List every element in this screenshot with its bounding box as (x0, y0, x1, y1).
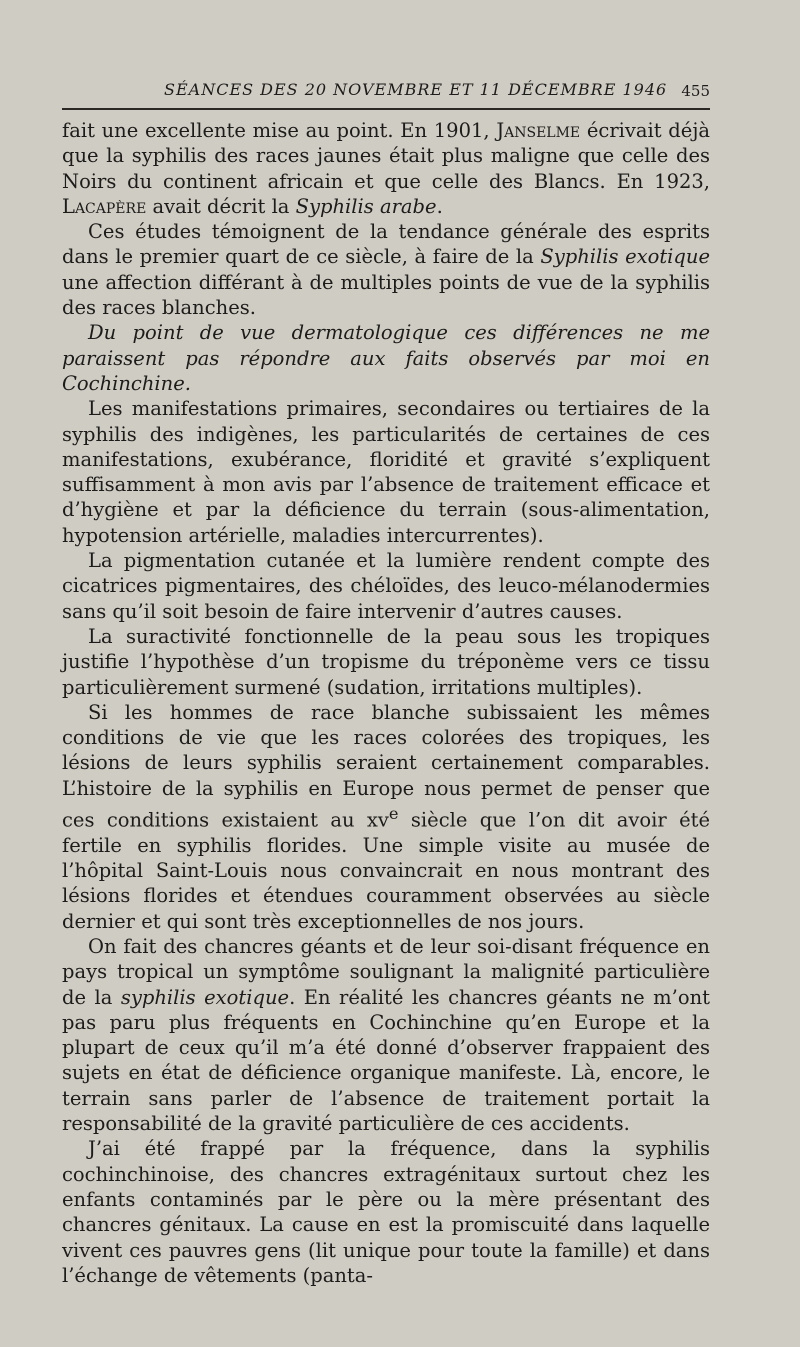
paragraph-2: Ces études témoignent de la tendance générale des esprits dans le premier quart de ce siècle, à faire de la Syphilis exotique une affection différant à de multiples points de vue de la syphilis des races blanches. (62, 220, 711, 320)
paragraph-1: fait une excellente mise au point. En 1901, Janselme écrivait déjà que la syphilis des races jaunes était plus maligne que celle des Noirs du continent africain et que celle des Blancs. En 1923, Lacapère avait décrit la Syphilis arabe. (62, 119, 710, 218)
page-header (62, 80, 710, 106)
paragraph-9: J’ai été frappé par la fréquence, dans la syphilis cochinchinoise, des chancres extragénitaux surtout chez les enfants contaminés par le père ou la mère présentant des chancres génitaux. La cause en est la promiscuité dans laquelle vivent ces pauvres gens (lit unique pour toute la famille) et dans l’échange de vêtements (panta- (62, 1137, 710, 1287)
paragraph-7: Si les hommes de race blanche subissaient les mêmes conditions de vie que les races colorées des tropiques, les lésions de leurs syphilis seraient certainement comparables. L’histoire de la syphilis en Europe nous permet de penser que ces conditions existaient au $xv^e$ siècle que l’on dit avoir été fertile en syphilis florides. Une simple visite au musée de l’hôpital Saint-Louis nous convaincrait en nous montrant des lésions florides et étendues couramment observées au siècle dernier et qui sont très exceptionnelles de nos jours. (62, 700, 710, 933)
running-head: SÉANCES DES 20 NOVEMBRE ET 11 DÉCEMBRE 1946 (164, 80, 668, 99)
paragraph-5: La pigmentation cutanée et la lumière rendent compte des cicatrices pigmentaires, des chéloïdes, des leuco-mélanodermies sans qu’il soit besoin de faire intervenir d’autres causes. (62, 549, 710, 623)
header-rule (62, 108, 710, 110)
paragraph-8: On fait des chancres géants et de leur soi-disant fréquence en pays tropical un symptôme soulignant la malignité particulière de la syphilis exotique. En réalité les chancres géants ne m’ont pas paru plus fréquents en Cochinchine qu’en Europe et la plupart de ceux qu’il m’a été donné d’observer frappaient des sujets en état de déficience organique manifeste. Là, encore, le terrain sans parler de l’absence de traitement portait la responsabilité de la gravité particulière de ces accidents. (62, 935, 710, 1136)
page-number: 455 (681, 82, 710, 100)
paragraph-3: Du point de vue dermatologique ces différences ne me paraissent pas répondre aux faits observés par moi en Cochinchine. (62, 321, 710, 395)
paragraph-4: Les manifestations primaires, secondaires ou tertiaires de la syphilis des indigènes, les particularités de certaines de ces manifestations, exubérance, floridité et gravité s’expliquent suffisamment à mon avis par l’absence de traitement efficace et d’hygiène et par la déficience du terrain (sous-alimentation, hypotension artérielle, maladies intercurrentes). (62, 397, 710, 547)
author-name: Janselme (496, 119, 581, 142)
body-text (62, 118, 710, 1288)
paragraph-6: La suractivité fonctionnelle de la peau sous les tropiques justifie l’hypothèse d’un tropisme du tréponème vers ce tissu particulièrement surmené (sudation, irritations multiples). (62, 624, 710, 699)
author-name: Lacapère (62, 194, 147, 218)
